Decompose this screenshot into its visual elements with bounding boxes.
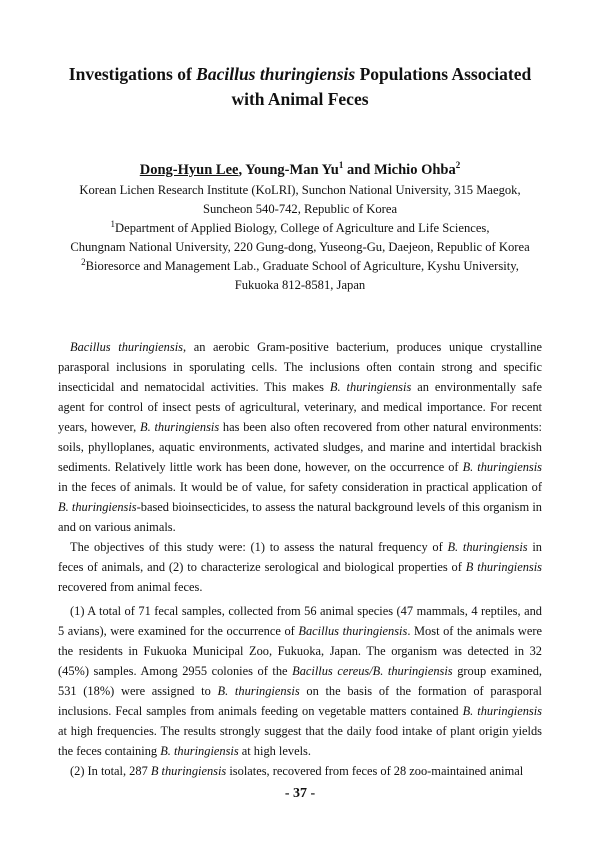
- author-3: Michio Ohba: [373, 162, 456, 178]
- affiliation-1: $^1$Department of Applied Biology, College of Agriculture and Life Sciences, Chungnam National University, 220 Gung-dong, Yuseong-Gu, Daejeon, Republic of Korea: [70, 218, 530, 254]
- species-name: B thuringiensis: [465, 560, 542, 574]
- paragraph-result-1: [58, 601, 542, 761]
- title-text: Investigations of: [68, 64, 197, 84]
- text-run: (2) In total, 287: [70, 764, 151, 778]
- text-run: , an aerobic Gram-positive bacterium, produces unique crystalline parasporal inclusions in sporulating cells. The inclusions often contain strong and specific insecticidal and nematocidal activities. This makes: [58, 340, 542, 394]
- author-1: Dong-Hyun Lee: [139, 162, 239, 178]
- text-run: . Most of the animals were the residents in Fukuoka Municipal Zoo, Fukuoka, Japan. The organism was detected in 32 (45%) samples. Among 2955 colonies of the: [58, 624, 542, 678]
- text-run: (1) A total of 71 fecal samples, collected from 56 animal species (47 mammals, 4 reptiles, and 5 avians), were examined for the occurrence of: [58, 604, 542, 638]
- text-run: The objectives of this study were: (1) to assess the natural frequency of: [70, 540, 448, 554]
- author-2: Young-Man Yu: [245, 162, 339, 178]
- text-run: at high levels.: [238, 744, 311, 758]
- species-name: Bacillus cereus/B. thuringiensis: [292, 664, 453, 678]
- text-run: isolates, recovered from feces of 28 zoo-maintained animal: [226, 764, 524, 778]
- species-name: B. thuringiensis: [329, 380, 412, 394]
- species-name: Bacillus thuringiensis: [298, 624, 408, 638]
- title-species-name: Bacillus thuringiensis: [196, 64, 356, 84]
- species-name: B. thuringiensis: [58, 500, 137, 514]
- paragraph-intro-1: [58, 337, 542, 537]
- species-name: B. thuringiensis: [462, 704, 542, 718]
- text-run: group examined, 531 (18%) were assigned to: [58, 664, 542, 698]
- species-name: B thuringiensis: [150, 764, 227, 778]
- text-run: recovered from animal feces.: [58, 580, 203, 594]
- species-name: B. thuringiensis: [447, 540, 528, 554]
- affiliation-2: $^2$Bioresorce and Management Lab., Graduate School of Agriculture, Kyshu University, Fukuoka 812-8581, Japan: [81, 256, 519, 292]
- text-run: has been also often recovered from other natural environments: soils, phylloplanes, aquatic environments, activated sludges, and marine and intertidal brackish sediments. Relatively little work has been done, however, on the occurrence of: [58, 420, 542, 474]
- text-run: at high frequencies. The results strongly suggest that the daily food intake of plant origin yields the feces containing: [58, 724, 542, 758]
- title-text: Populations Associated: [355, 64, 532, 84]
- paragraph-intro-2: [58, 537, 542, 597]
- text-run: an environmentally safe agent for control of insect pests of agricultural, veterinary, and medical importance. For recent years, however,: [58, 380, 542, 434]
- text-run: in the feces of animals. It would be of value, for safety consideration in practical application of: [58, 480, 542, 494]
- text-run: on the basis of the formation of parasporal inclusions. Fecal samples from animals feeding on vegetable matters contained: [58, 684, 542, 718]
- species-name: B. thuringiensis: [140, 420, 220, 434]
- species-name: B. thuringiensis: [160, 744, 239, 758]
- affiliation-0: Korean Lichen Research Institute (KoLRI), Sunchon National University, 315 Maegok, Suncheon 540-742, Republic of Korea: [79, 183, 521, 216]
- species-name: B. thuringiensis: [462, 460, 542, 474]
- page-number: - 37 -: [284, 786, 316, 801]
- species-name: Bacillus thuringiensis: [70, 340, 183, 354]
- introduction-section: [58, 337, 542, 597]
- title-line-2: with Animal Feces: [231, 89, 369, 109]
- author-list: Dong-Hyun Lee, Young-Man Yu$^1$ and Michio Ohba$^2$: [139, 160, 461, 178]
- text-run: -based bioinsecticides, to assess the natural background levels of this organism in and on various animals.: [58, 500, 542, 534]
- title-line-1: [30, 62, 570, 87]
- paragraph-result-2: [58, 761, 542, 781]
- species-name: B. thuringiensis: [217, 684, 300, 698]
- paper-title: [30, 62, 570, 112]
- text-run: in feces of animals, and (2) to characterize serological and biological properties of: [58, 540, 542, 574]
- results-section: [58, 601, 542, 781]
